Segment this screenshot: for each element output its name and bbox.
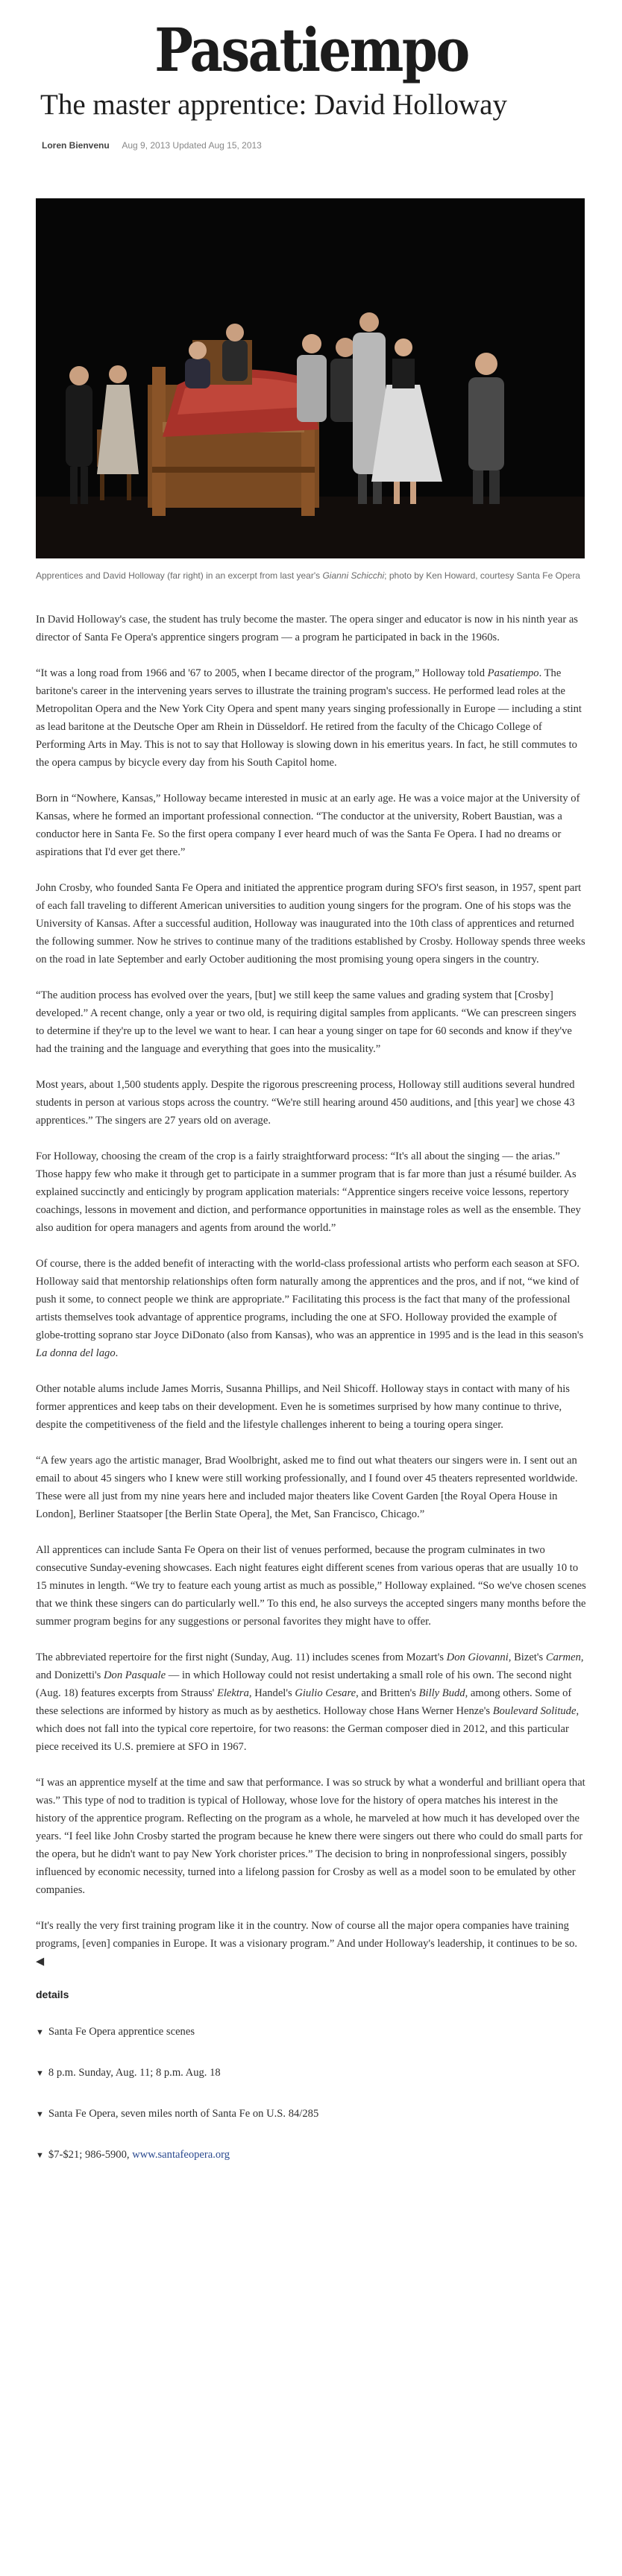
paragraph: “A few years ago the artistic manager, Brad Woolbright, asked me to find out what theaters our singers were in. I sent out an email to about 45 singers who I knew were still working professionally, and I found over 45 theaters represented worldwide. These were all just from my nine years here and included major theaters like Covent Garden [the Royal Opera House in London], Berliner Staatsoper [the Berlin State Opera], the Met, San Francisco, Chicago.” [36,1455,578,1520]
publish-date: Aug 9, 2013 Updated Aug 15, 2013 [122,140,262,151]
masthead [36,0,586,88]
photo-caption [36,569,585,582]
details-item: ▼ Santa Fe Opera apprentice scenes [36,2026,195,2038]
caption-text-end: ; photo by Ken Howard, courtesy Santa Fe Opera [384,570,580,581]
paragraph: For Holloway, choosing the cream of the crop is a fairly straightforward process: “It's all about the singing — the arias.” Those happy few who make it through get to participate in a summer program that is far more than just a résumé builder. As explained succinctly and enticingly by program application materials: “Apprentice singers receive voice lessons, repertory coachings, lessons in movement and diction, and performance opportunities in mainstage roles as well as the ensemble. They also audition for opera managers and agents from around the world.” [36,1150,581,1234]
paragraph: All apprentices can include Santa Fe Opera on their list of venues performed, because the program culminates in two consecutive Sunday-evening showcases. Each night features eight different scenes from various operas that are usually 10 to 15 minutes in length. “We try to feature each young artist as much as possible,” Holloway explained. “So we've chosen scenes that we think these singers can do particularly well.” To this end, he also surveys the accepted singers many months before the summer program begins for any suggestions or personal favorites they might have to offer. [36,1544,586,1628]
paragraph: The abbreviated repertoire for the first night (Sunday, Aug. 11) includes scenes from Mozart's Don Giovanni, Bizet's Carmen, and Donizetti's Don Pasquale — in which Holloway could not resist undertaking a small role of his own. The second night (Aug. 18) features excerpts from Strauss' Elektra, Handel's Giulio Cesare, and Britten's Billy Budd, among others. Some of these selections are informed by history as much as by aesthetics. Holloway chose Hans Werner Henze's Boulevard Solitude, which does not fall into the typical core repertoire, for two reasons: the German composer died in 2012, and this particular piece received its U.S. premiere at SFO in 1967. [36,1651,584,1753]
opera-title: Don Giovanni [446,1651,509,1663]
details-list [36,2024,586,2163]
details-item: ▼ 8 p.m. Sunday, Aug. 11; 8 p.m. Aug. 18 [36,2067,221,2079]
details-item [36,2147,586,2163]
paragraph: Born in “Nowhere, Kansas,” Holloway became interested in music at an early age. He was a voice major at the University of Kansas, where he formed an important professional connection. “The conductor at the university, Robert Baustian, was a conductor here in Santa Fe. So the first opera company I ever heard much of was the Santa Fe Opera. I had no dreams or aspirations that I'd ever get there.” [36,793,580,858]
ticket-price-phone: $7-$21; 986-5900, [48,2149,133,2161]
lead-photo[interactable] [36,198,585,558]
triangle-bullet-icon: ▼ [36,2151,44,2160]
site-logo[interactable]: Pasatiempo [154,15,468,85]
details-item: ▼ Santa Fe Opera, seven miles north of Santa Fe on U.S. 84/285 [36,2108,319,2120]
caption-text-start: Apprentices and David Holloway (far right) in an excerpt from last year's [36,570,323,581]
paragraph: John Crosby, who founded Santa Fe Opera and initiated the apprentice program during SFO's first season, in 1957, spent part of each fall traveling to different American universities to audition young singers for the program. One of his stops was the University of Kansas. After a successful audition, Holloway was inaugurated into the 10th class of apprentices and returned the following summer. Now he strives to continue many of the traditions established by Crosby. Holloway spends three weeks on the road in late September and early October auditioning the most promising young opera singers in the country. [36,882,585,966]
paragraph: Most years, about 1,500 students apply. Despite the rigorous prescreening process, Holloway still auditions several hundred students in person at various stops across the country. “We're still hearing around 450 auditions, and [this year] we chose 43 apprentices.” The singers are 27 years old on average. [36,1079,575,1127]
opera-title: Don Pasquale [103,1669,166,1681]
byline [36,140,586,198]
paragraph: Other notable alums include James Morris, Susanna Phillips, and Neil Shicoff. Holloway stays in contact with many of his former apprentices and keep tabs on their development. Even he is sometimes surprised by how many continue to thrive, despite the competitiveness of the field and the lifestyle challenges inherent to being a touring opera singer. [36,1383,570,1431]
article-title: The master apprentice: David Holloway [40,89,507,121]
paragraph: In David Holloway's case, the student has truly become the master. The opera singer and educator is now in his ninth year as director of Santa Fe Opera's apprentice singers program — a program he participated in back in the 1960s. [36,614,578,643]
caption-opera-title: Gianni Schicchi [322,570,385,581]
opera-title: Giulio Cesare [295,1687,356,1699]
opera-title: Elektra [216,1687,249,1699]
opera-website-link[interactable]: www.santafeopera.org [132,2149,230,2161]
paragraph: “I was an apprentice myself at the time and saw that performance. I was so struck by what a wonderful and brilliant opera that was.” This type of nod to tradition is typical of Holloway, whose love for the history of opera matches his interest in the history of the apprentice program. Reflecting on the program as a whole, he marveled at how much it has developed over the years. “I feel like John Crosby started the program because he knew there were singers out there who could do small parts for the opera, but he didn't want to pay New York chorister prices.” The decision to bring in nonprofessional singers, possibly influenced by economic necessity, turned into a lifelong passion for Crosby as well as a model soon to be emulated by other companies. [36,1777,585,1896]
opera-title: Billy Budd [418,1687,465,1699]
details-heading: details [36,1988,69,2000]
stage-scene-image [36,198,585,558]
opera-title: Carmen [545,1651,581,1663]
triangle-bullet-icon: ▼ [36,2028,44,2037]
author-name[interactable]: Loren Bienvenu [42,140,110,151]
lead-photo-figure [36,198,585,582]
paragraph: “It's really the very first training program like it in the country. Now of course all the major opera companies have training programs, [even] companies in Europe. It was a visionary program.” And under Holloway's leadership, it continues to be so. ◀ [36,1920,578,1968]
paragraph: “It was a long road from 1966 and '67 to 2005, when I became director of the program,” Holloway told Pasatiempo. The baritone's career in the intervening years serves to illustrate the training program's success. He performed lead roles at the Metropolitan Opera and the New York City Opera and spent many years singing professionally in Europe — including a stint as lead baritone at the Deutsche Oper am Rhein in Düsseldorf. He retired from the faculty of the Chicago College of Performing Arts in May. This is not to say that Holloway is slowing down in his emeritus years. In fact, he still commutes to the opera campus by bicycle every day from his South Capitol home. [36,667,582,769]
publication-name: Pasatiempo [487,667,539,679]
opera-title: Boulevard Solitude [492,1705,577,1717]
article-body [36,611,586,2163]
opera-title: La donna del lago [36,1347,116,1359]
triangle-bullet-icon: ▼ [36,2069,44,2078]
triangle-bullet-icon: ▼ [36,2110,44,2119]
paragraph: Of course, there is the added benefit of interacting with the world-class professional artists who perform each season at SFO. Holloway said that mentorship relationships often form naturally among the apprentices and the pros, and if not, “we kind of push it some, to connect people we think are appropriate.” Facilitating this process is the fact that many of the professional artists themselves took advantage of apprentice programs, including the one at SFO. Holloway provided the example of globe-trotting soprano star Joyce DiDonato (also from Kansas), who was an apprentice in 1995 and is the lead in this season's La donna del lago. [36,1258,584,1359]
paragraph: “The audition process has evolved over the years, [but] we still keep the same values and grading system that [Crosby] developed.” A recent change, only a year or two old, is requiring digital samples from applicants. “We can prescreen singers to determine if they're up to the level we want to hear. I can hear a young singer on tape for 60 seconds and know if they've had the training and the language and everything that goes into the musicality.” [36,989,577,1055]
